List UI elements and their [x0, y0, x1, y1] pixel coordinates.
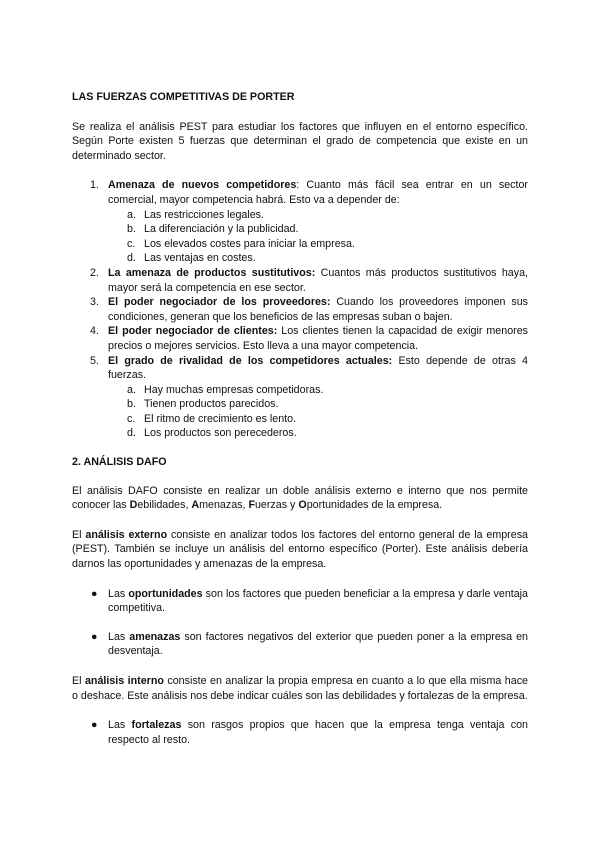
force-term: El grado de rivalidad de los competidores actuales: — [108, 354, 393, 367]
sub-list-letter: b. — [127, 398, 136, 411]
list-number: 3. — [90, 296, 99, 309]
external-analysis-paragraph: El análisis externo consiste en analizar todos los factores del entorno general de la empresa (PEST). También se incluye un análisis del entorno específico (Porter). Este análisis debería darnos las oportunidades y amenazas de la empresa. — [72, 528, 528, 571]
sub-list-text: Los productos son perecederos. — [144, 427, 297, 440]
force-text: Cuantos más productos sustitutivos haya, mayor será la competencia en ese sector. — [108, 266, 528, 294]
sub-list-letter: d. — [127, 427, 136, 440]
sub-list-letter: c. — [127, 237, 136, 250]
internal-analysis-bullets — [72, 718, 528, 747]
force-term: El poder negociador de los proveedores: — [108, 296, 331, 309]
entry-barriers-sublist — [108, 208, 528, 266]
list-number: 2. — [90, 266, 99, 279]
section-heading-dafo: 2. ANÁLISIS DAFO — [72, 456, 167, 469]
sub-list-letter: a. — [127, 208, 136, 221]
force-text: Cuando los proveedores imponen sus condiciones, generan que los beneficios de las empresas suban o bajen. — [108, 296, 528, 323]
sub-list-text: Los elevados costes para iniciar la empresa. — [144, 237, 355, 250]
bullet-item: ● Las oportunidades son los factores que pueden beneficiar a la empresa y darle ventaja competitiva. — [91, 587, 528, 615]
bold-letter: O — [298, 499, 307, 512]
sub-list-letter: a. — [127, 383, 136, 396]
list-number: 5. — [90, 354, 99, 367]
sub-list-text: Las restricciones legales. — [144, 208, 264, 221]
dafo-intro-paragraph: El análisis DAFO consiste en realizar un doble análisis externo e interno que nos permite conocer las Debilidades, Amenazas, Fuerzas y Oportunidades de la empresa. — [72, 484, 528, 512]
internal-analysis-paragraph: El análisis interno consiste en analizar la propia empresa en cuanto a lo que ella misma hace o deshace. Este análisis nos debe indicar cuáles son las debilidades y fortalezas de la empresa. — [72, 675, 528, 702]
external-analysis-bullets — [72, 587, 528, 659]
list-item — [72, 266, 528, 295]
sub-list-text: Las ventajas en costes. — [144, 252, 256, 265]
bold-letter: A — [191, 499, 200, 512]
bold-term: oportunidades — [128, 587, 203, 600]
sub-list-item — [108, 237, 528, 252]
sub-list-letter: d. — [127, 252, 136, 265]
list-item — [72, 178, 528, 266]
sub-list-text: El ritmo de crecimiento es lento. — [144, 412, 297, 425]
bullet-item: ● Las fortalezas son rasgos propios que hacen que la empresa tenga ventaja con respecto al resto. — [91, 719, 528, 746]
sub-list-item — [108, 412, 528, 427]
sub-list-text: La diferenciación y la publicidad. — [144, 223, 299, 236]
list-number: 4. — [90, 325, 99, 338]
list-item — [72, 295, 528, 324]
page-title: LAS FUERZAS COMPETITIVAS DE PORTER — [72, 91, 295, 103]
bold-term: amenazas — [129, 630, 181, 643]
sub-list-item — [108, 222, 528, 237]
sub-list-letter: b. — [127, 223, 136, 236]
bold-term: fortalezas — [131, 719, 182, 732]
force-term: El poder negociador de clientes: — [108, 325, 278, 338]
list-item — [72, 354, 528, 442]
list-item — [72, 324, 528, 353]
sub-list-letter: c. — [127, 412, 136, 425]
bullet-item: ● Las amenazas son factores negativos del exterior que pueden poner a la empresa en desventaja. — [91, 630, 528, 658]
sub-list-item — [108, 251, 528, 266]
list-number: 1. — [90, 179, 99, 192]
bold-term: análisis interno — [84, 675, 164, 687]
rivalry-sublist — [108, 383, 528, 441]
bold-letter: D — [129, 499, 138, 512]
bold-term: análisis externo — [85, 528, 168, 541]
bold-letter: F — [248, 499, 255, 512]
sub-list-text: Hay muchas empresas competidoras. — [144, 383, 324, 396]
bullet-icon: ● — [91, 587, 98, 600]
intro-paragraph: Se realiza el análisis PEST para estudiar los factores que influyen en el entorno específico. Según Porte existen 5 fuerzas que determinan el grado de competencia que existe en un determinado sector. — [72, 120, 528, 162]
force-text: : Cuanto más fácil sea entrar en un sector comercial, mayor competencia habrá. Esto va a depender de: — [108, 179, 528, 206]
porter-forces-list — [72, 178, 528, 441]
sub-list-item — [108, 426, 528, 441]
bullet-icon: ● — [91, 719, 98, 732]
sub-list-item — [108, 383, 528, 398]
bullet-icon: ● — [91, 630, 98, 643]
force-term: Amenaza de nuevos competidores — [108, 179, 297, 192]
sub-list-item — [108, 208, 528, 223]
bullet-gap — [72, 616, 528, 630]
force-text: Esto depende de otras 4 fuerzas. — [108, 354, 528, 382]
sub-list-item — [108, 397, 528, 412]
sub-list-text: Tienen productos parecidos. — [144, 398, 279, 411]
force-text: Los clientes tienen la capacidad de exigir menores precios o mejores servicios. Esto lleva a una mayor competencia. — [108, 325, 528, 352]
force-term: La amenaza de productos sustitutivos: — [108, 266, 316, 279]
